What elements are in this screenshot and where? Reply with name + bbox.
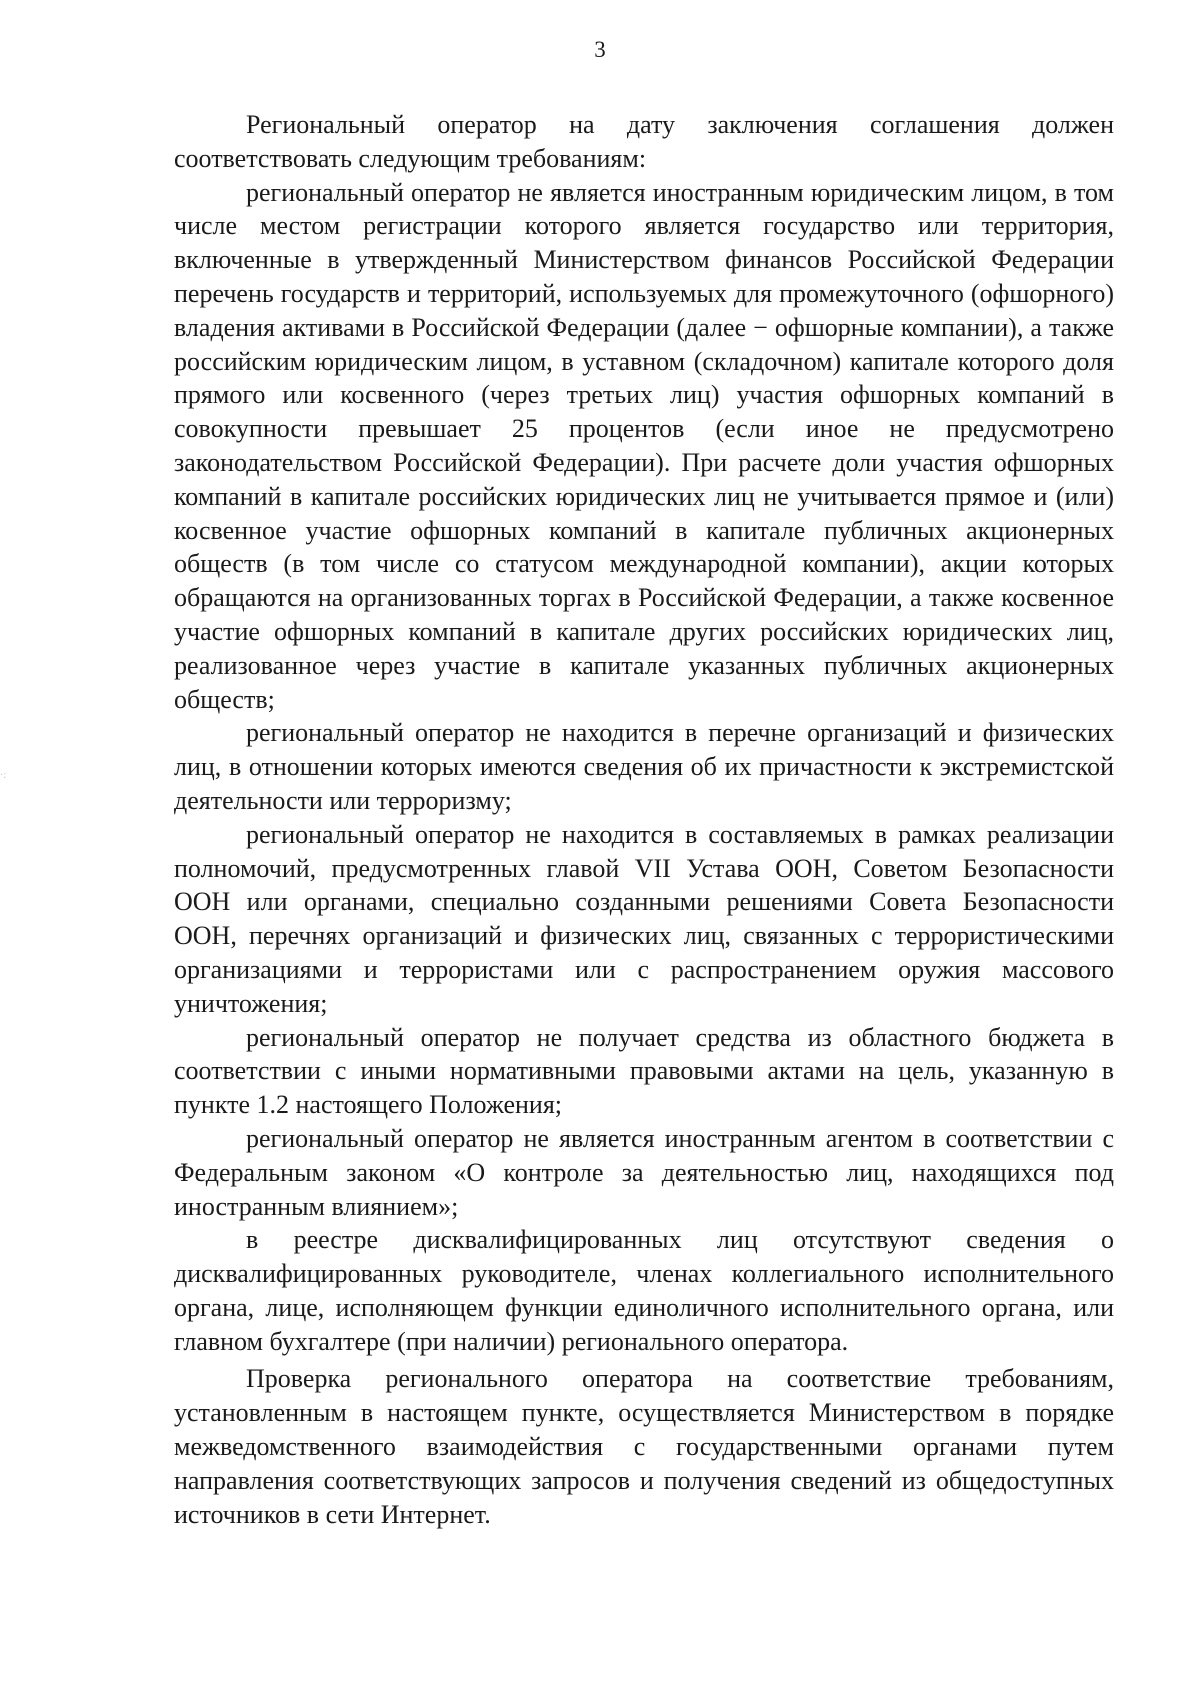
paragraph-un-sanctions-requirement: региональный оператор не находится в составляемых в рамках реализации полномочий, предусмотренных главой VII Устава ООН, Советом Безопасности ООН или органами, специально созданными решениями Совета Безопасности ООН, перечнях организаций и физических лиц, связанных с террористическими организациями и террористами или с распространением оружия массового уничтожения;: [174, 819, 1114, 1018]
page-number: 3: [594, 37, 606, 62]
scan-artifact: ·:: [0, 770, 7, 781]
paragraph-offshore-requirement: региональный оператор не является иностранным юридическим лицом, в том числе местом регистрации которого является государство или территория, включенные в утвержденный Министерством финансов Российской Федерации перечень государств и территорий, используемых для промежуточного (офшорного) владения активами в Российской Федерации (далее − офшорные компании), а также российским юридическим лицом, в уставном (складочном) капитале которого доля прямого или косвенного (через третьих лиц) участия офшорных компаний в совокупности превышает 25 процентов (если иное не предусмотрено законодательством Российской Федерации). При расчете доли участия офшорных компаний в капитале российских юридических лиц не учитывается прямое и (или) косвенное участие офшорных компаний в капитале публичных акционерных обществ (в том числе со статусом международной компании), акции которых обращаются на организованных торгах в Российской Федерации, а также косвенное участие офшорных компаний в капитале других российских юридических лиц, реализованное через участие в капитале указанных публичных акционерных обществ;: [174, 177, 1114, 714]
paragraph-requirements-intro: Региональный оператор на дату заключения соглашения должен соответствовать следующим требованиям:: [174, 110, 1114, 173]
document-body: [174, 108, 1114, 1531]
paragraph-budget-requirement: региональный оператор не получает средства из областного бюджета в соответствии с иными нормативными правовыми актами на цель, указанную в пункте 1.2 настоящего Положения;: [174, 1022, 1114, 1120]
paragraph-extremism-requirement: региональный оператор не находится в перечне организаций и физических лиц, в отношении которых имеются сведения об их причастности к экстремистской деятельности или терроризму;: [174, 718, 1114, 815]
paragraph-foreign-agent-requirement: региональный оператор не является иностранным агентом в соответствии с Федеральным законом «О контроле за деятельностью лиц, находящихся под иностранным влиянием»;: [174, 1123, 1114, 1221]
paragraph-verification-procedure: Проверка регионального оператора на соответствие требованиям, установленным в настоящем пункте, осуществляется Министерством в порядке межведомственного взаимодействия с государственными органами путем направления соответствующих запросов и получения сведений из общедоступных источников в сети Интернет.: [174, 1364, 1114, 1529]
paragraph-disqualification-requirement: в реестре дисквалифицированных лиц отсутствуют сведения о дисквалифицированных руководителе, членах коллегиального исполнительного органа, лице, исполняющем функции единоличного исполнительного органа, или главном бухгалтере (при наличии) регионального оператора.: [174, 1225, 1114, 1356]
